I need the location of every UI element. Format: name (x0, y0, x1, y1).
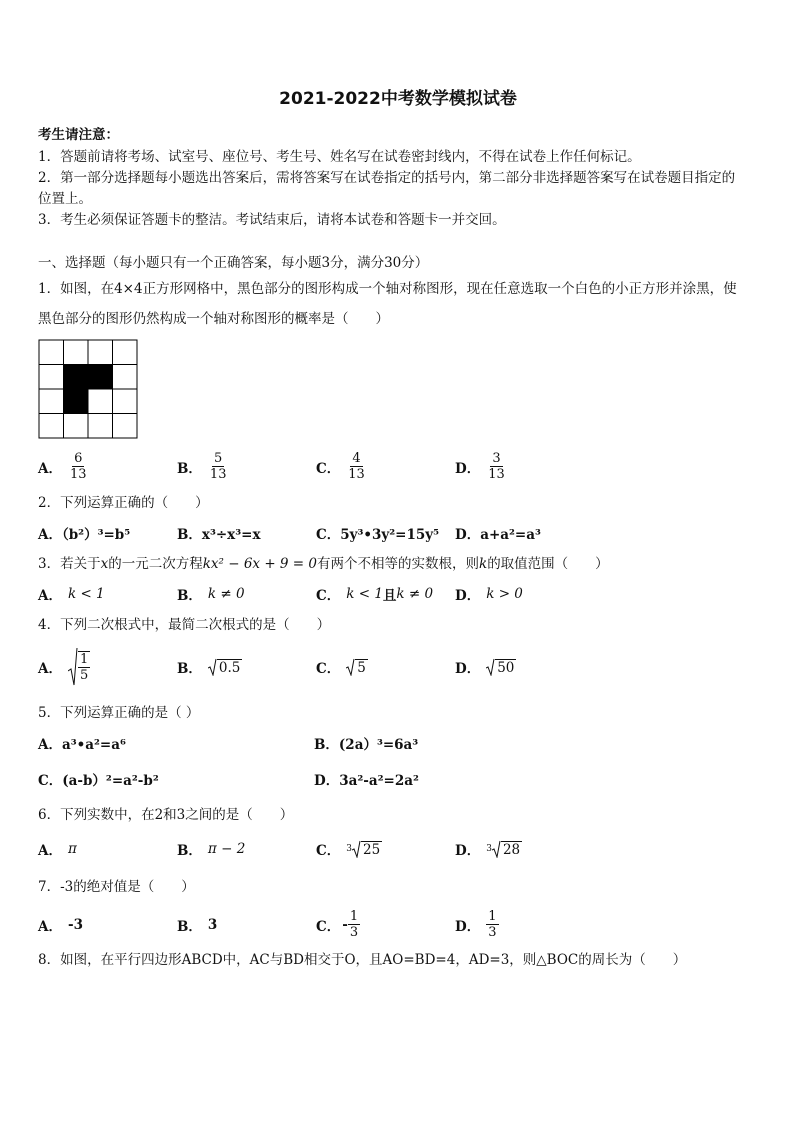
cube-root (346, 840, 382, 858)
option-b[interactable] (177, 915, 316, 935)
option-d[interactable] (455, 451, 594, 482)
grid-cell-white (88, 414, 113, 439)
option-expr: -3 (67, 916, 83, 933)
question-5-options-row-1 (38, 733, 758, 753)
denominator: 13 (488, 467, 505, 482)
grid-cell-white (64, 414, 89, 439)
option-label: A． (38, 460, 62, 477)
radical-sign-icon (346, 658, 355, 676)
sqrt (346, 658, 368, 676)
option-a[interactable] (38, 915, 177, 935)
option-a[interactable] (38, 584, 177, 604)
option-d[interactable] (455, 909, 594, 940)
denominator: 13 (348, 467, 365, 482)
numerator: 1 (488, 909, 497, 924)
option-b[interactable] (177, 584, 316, 604)
notice-heading: 考生请注意： (38, 127, 119, 143)
grid-cell-white (64, 340, 89, 365)
option-expr: k ≠ 0 (207, 586, 245, 602)
option-c[interactable]: C．5y³•3y²=15y⁵ (316, 527, 440, 543)
denominator: 13 (209, 467, 227, 482)
question-1-text-a: 1．如图，在4×4正方形网格中，黑色部分的图形构成一个轴对称图形，现在任意选取一个白色的小正方形并涂黑，使 (38, 281, 737, 297)
option-a[interactable]: A．a³•a²=a⁶ (38, 737, 126, 753)
option-a[interactable] (38, 451, 177, 482)
option-label: D． (455, 460, 481, 477)
question-1 (38, 277, 758, 331)
notice-line-2b: 位置上。 (38, 191, 92, 207)
question-1-options (38, 451, 758, 482)
radicand: 50 (497, 659, 515, 676)
grid-cell-white (39, 389, 64, 414)
page-title: 2021-2022中考数学模拟试卷 (279, 89, 517, 109)
radicand: 25 (362, 841, 381, 858)
question-4-options (38, 647, 758, 687)
option-b[interactable] (177, 839, 316, 859)
question-5-options-row-2 (38, 769, 758, 789)
option-a[interactable] (38, 839, 177, 859)
question-3-text-c: 有两个不相等的实数根，则 (317, 556, 479, 572)
option-a[interactable] (38, 647, 177, 687)
option-c[interactable] (316, 451, 455, 482)
question-3-text-a: 3．若关于 (38, 556, 101, 572)
option-label: A． (38, 588, 62, 604)
numerator: 6 (74, 451, 83, 466)
grid-cell-white (88, 340, 113, 365)
option-label: C． (316, 918, 341, 935)
notice-line-3: 3．考生必须保证答题卡的整洁。考试结束后，请将本试卷和答题卡一并交回。 (38, 212, 506, 228)
fraction (68, 451, 89, 482)
option-label: A． (38, 843, 62, 859)
question-4: 4．下列二次根式中，最简二次根式的是（ ） (38, 617, 331, 633)
root-index: 3 (346, 844, 352, 854)
option-d[interactable] (455, 839, 594, 859)
sqrt (208, 658, 242, 676)
fraction (486, 909, 498, 940)
option-joiner: 且 (382, 588, 397, 604)
option-b[interactable]: B．(2a）³=6a³ (314, 737, 419, 753)
radicand: 28 (502, 841, 521, 858)
equation: kx² − 6x + 9 = 0 (202, 556, 317, 572)
option-label: B． (177, 661, 202, 677)
option-a[interactable]: A．（b²）³=b⁵ (38, 527, 131, 543)
option-c[interactable] (316, 657, 455, 677)
grid-cell-black (64, 365, 89, 390)
option-expr: 3 (207, 916, 218, 933)
question-8: 8．如图，在平行四边形ABCD中，AC与BD相交于O，且AO=BD=4，AD=3，则△BOC的周长为（ ） (38, 952, 687, 968)
denominator: 3 (349, 925, 359, 940)
exam-page (38, 84, 758, 972)
question-3-text-d: 的取值范围（ ） (487, 556, 609, 572)
question-6-options (38, 839, 758, 859)
grid-cell-white (39, 340, 64, 365)
option-expr: k < 1 (346, 586, 383, 602)
option-label: C． (316, 460, 341, 477)
option-label: B． (177, 918, 202, 935)
fraction (486, 451, 507, 482)
radicand: 5 (357, 659, 366, 676)
option-b[interactable] (177, 657, 316, 677)
cube-root (486, 840, 522, 858)
numerator: 3 (492, 451, 501, 466)
fraction (346, 451, 367, 482)
question-2: 2．下列运算正确的（ ） (38, 495, 209, 511)
option-label: D． (455, 918, 481, 935)
option-expr: k > 0 (486, 586, 523, 602)
option-label: B． (177, 588, 202, 604)
option-c[interactable] (316, 839, 455, 859)
option-b[interactable] (177, 451, 316, 482)
option-d[interactable]: D．a+a²=a³ (455, 527, 541, 543)
option-label: A． (38, 661, 62, 677)
sqrt-fraction (68, 647, 90, 687)
option-label: C． (316, 661, 341, 677)
grid-cell-white (88, 389, 113, 414)
grid-cell-black (64, 389, 89, 414)
grid-cell-white (39, 365, 64, 390)
option-expr: π (67, 841, 77, 857)
root-index: 3 (486, 844, 492, 854)
fraction (78, 651, 90, 683)
fraction (208, 451, 229, 482)
variable-x: x (100, 556, 109, 572)
option-label: D． (455, 588, 481, 604)
question-7: 7．-3的绝对值是（ ） (38, 879, 195, 895)
option-label: D． (455, 661, 481, 677)
grid-svg (38, 339, 138, 439)
denominator: 3 (488, 925, 497, 940)
grid-cell-white (113, 340, 138, 365)
question-2-options (38, 523, 758, 543)
grid-cell-white (113, 414, 138, 439)
question-3-text-b: 的一元二次方程 (108, 556, 203, 572)
question-1-grid-figure (38, 339, 758, 443)
option-label: D． (455, 843, 481, 859)
fraction (348, 909, 360, 940)
question-7-options (38, 909, 758, 940)
option-label: C． (316, 843, 341, 859)
option-label: C． (316, 588, 341, 604)
radical-sign-icon (352, 840, 361, 858)
option-label: B． (177, 460, 202, 477)
grid-cell-black (88, 365, 113, 390)
radical-sign-icon (68, 647, 78, 687)
variable-k: k (479, 556, 488, 572)
question-3 (38, 552, 758, 576)
radical-sign-icon (492, 840, 501, 858)
notice-line-2a: 2．第一部分选择题每小题选出答案后，需将答案写在试卷指定的括号内，第二部分非选择题答案写在试卷题目指定的 (38, 170, 736, 186)
option-d[interactable]: D．3a²-a²=2a² (314, 773, 419, 789)
section-heading: 一、选择题（每小题只有一个正确答案，每小题3分，满分30分） (38, 255, 429, 271)
option-expr: k < 1 (67, 586, 105, 602)
option-b[interactable]: B．x³÷x³=x (177, 527, 261, 543)
option-d[interactable] (455, 584, 594, 604)
question-6: 6．下列实数中，在2和3之间的是（ ） (38, 807, 294, 823)
option-c[interactable]: C．(a-b）²=a²-b² (38, 773, 159, 789)
numerator: 5 (214, 451, 223, 466)
question-5: 5．下列运算正确的是（ ） (38, 705, 200, 721)
numerator: 4 (352, 451, 361, 466)
option-label: B． (177, 843, 202, 859)
question-3-options (38, 584, 758, 604)
option-expr: k ≠ 0 (396, 586, 434, 602)
option-sign: - (342, 916, 348, 933)
numerator: 1 (79, 652, 89, 667)
numerator: 1 (349, 909, 359, 924)
grid-cell-white (113, 389, 138, 414)
option-label: A． (38, 918, 62, 935)
grid-cell-white (113, 365, 138, 390)
option-d[interactable] (455, 657, 594, 677)
notice-line-1: 1．答题前请将考场、试室号、座位号、考生号、姓名写在试卷密封线内，不得在试卷上作任何标记。 (38, 149, 641, 165)
option-c[interactable] (316, 909, 455, 940)
radical-sign-icon (208, 658, 217, 676)
denominator: 13 (69, 467, 87, 482)
question-1-text-b: 黑色部分的图形仍然构成一个轴对称图形的概率是（ ） (38, 311, 389, 327)
sqrt (486, 658, 516, 676)
denominator: 5 (79, 668, 89, 683)
radicand: 0.5 (218, 659, 241, 676)
notice-block (38, 123, 758, 231)
radical-sign-icon (486, 658, 495, 676)
option-expr: π − 2 (207, 841, 246, 857)
option-c[interactable] (316, 584, 455, 604)
grid-cell-white (39, 414, 64, 439)
